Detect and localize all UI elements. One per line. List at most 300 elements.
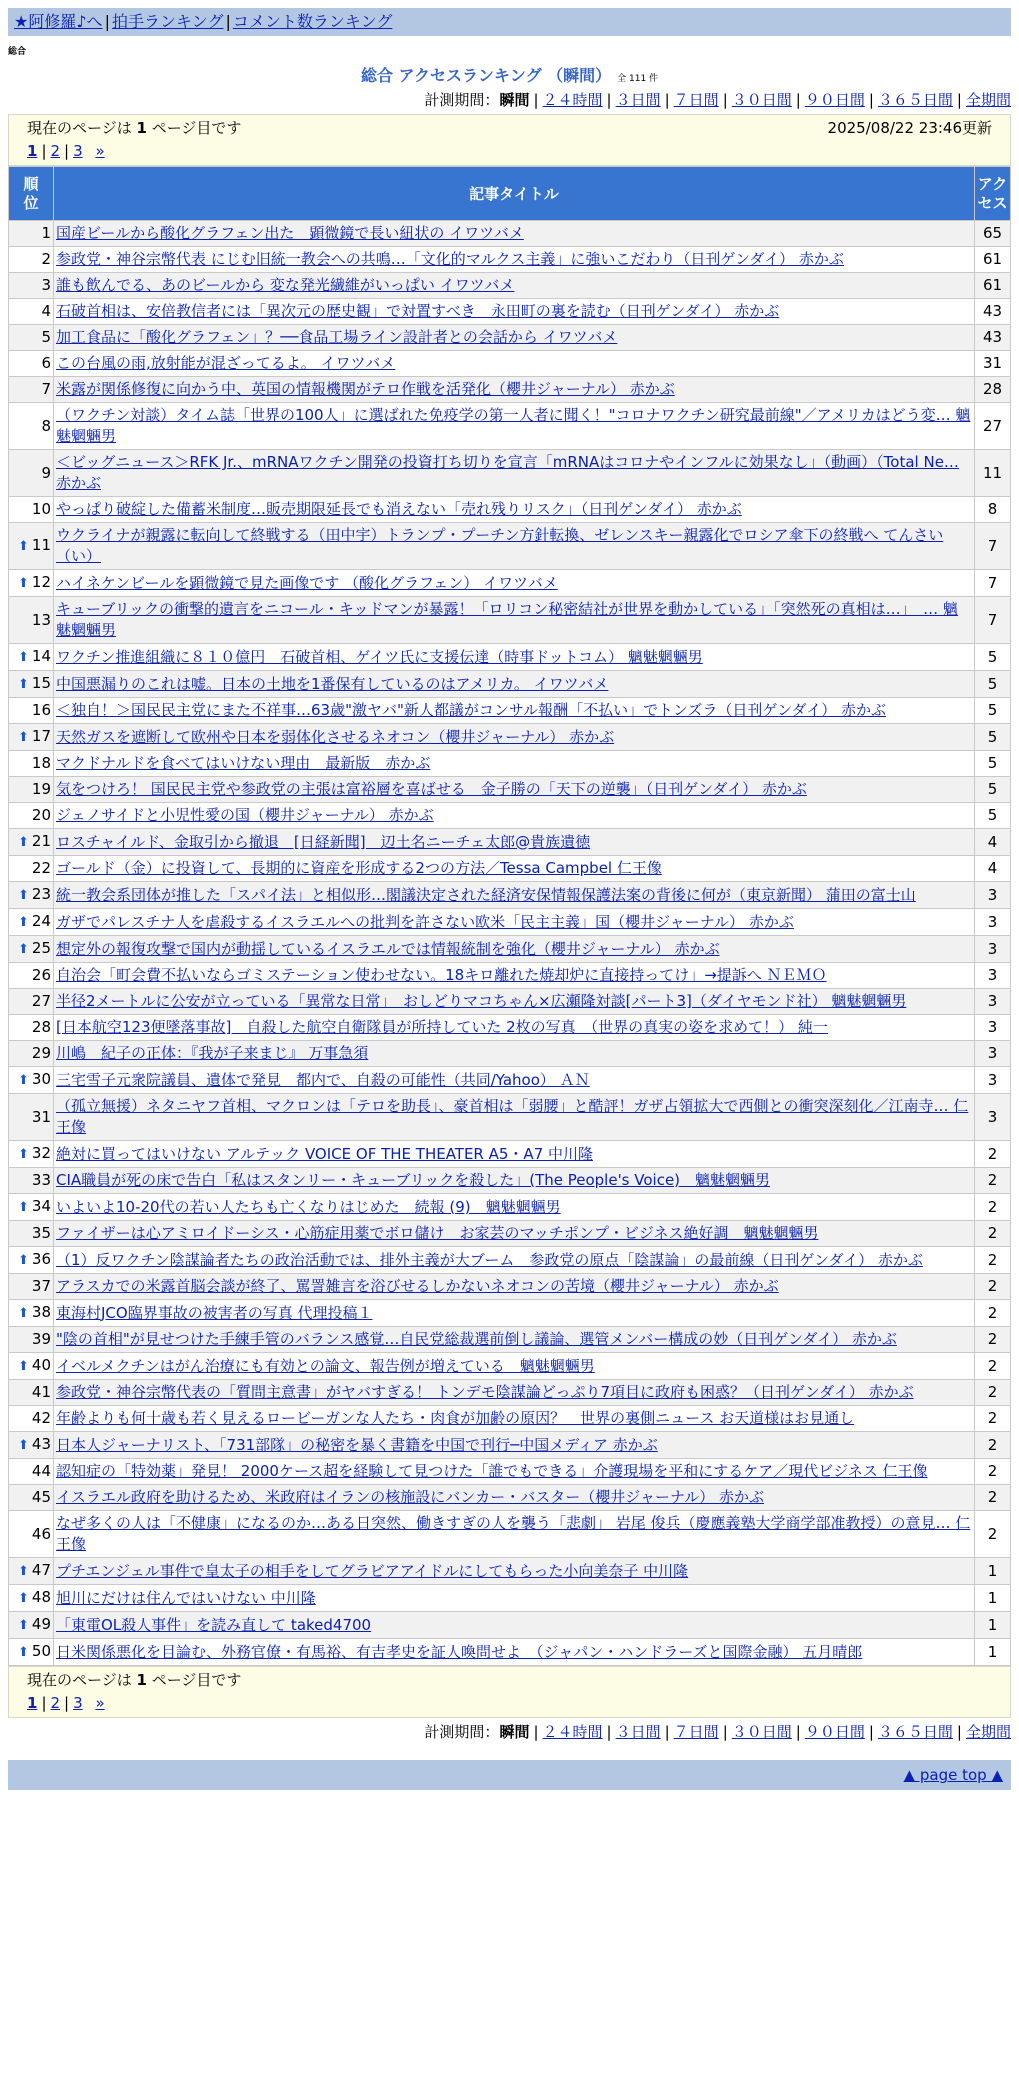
up-arrow-icon: ⬆ — [18, 942, 29, 957]
rank-number: 24 — [31, 912, 51, 930]
access-count: 7 — [975, 597, 1011, 644]
pager-current[interactable]: 1 — [27, 142, 38, 160]
pager-next[interactable]: » — [95, 142, 105, 160]
table-row — [9, 450, 1011, 497]
access-count: 2 — [975, 1247, 1011, 1274]
period-link[interactable]: ９０日間 — [804, 1723, 865, 1741]
rank-cell — [9, 751, 54, 777]
access-count: 7 — [975, 523, 1011, 570]
article-title-link[interactable]: ジェノサイドと小児性愛の国（櫻井ジャーナル） 赤かぶ — [56, 806, 434, 824]
rank-number: 8 — [41, 416, 51, 435]
article-title-link[interactable]: 絶対に買ってはいけない アルテック VOICE OF THE THEATER A5・A7 中川隆 — [56, 1144, 593, 1163]
access-count: 5 — [975, 644, 1011, 671]
period-link[interactable]: 全期間 — [965, 91, 1011, 109]
table-row — [9, 403, 1011, 450]
article-title-link[interactable]: ガザでパレスチナ人を虐殺するイスラエルへの批判を許さない欧米「民主主義」国（櫻井ジャーナル） 赤かぶ — [56, 912, 794, 931]
article-title-link[interactable]: キューブリックの衝撃的遺言をニコール・キッドマンが暴露！「ロリコン秘密結社が世界を動かしている」「突然死の真相は…」 … 魑魅魍魎男 — [56, 600, 958, 639]
title-cell — [54, 523, 975, 570]
rank-cell — [9, 803, 54, 829]
rank-cell — [9, 1612, 54, 1639]
rank-number: 10 — [31, 500, 51, 518]
rank-number: 22 — [31, 859, 51, 877]
title-cell — [54, 1459, 975, 1485]
title-cell — [54, 1300, 975, 1327]
table-row — [9, 1511, 1011, 1558]
rank-number: 30 — [31, 1070, 51, 1088]
rank-cell — [9, 523, 54, 570]
table-row — [9, 1380, 1011, 1406]
separator: | — [606, 1723, 612, 1741]
access-count: 31 — [975, 351, 1011, 377]
article-title-link[interactable]: CIA職員が死の床で告白「私はスタンリー・キューブリックを殺した」(The People's Voice) 魑魅魍魎男 — [56, 1171, 771, 1189]
rank-number: 3 — [41, 276, 51, 294]
separator: | — [868, 91, 874, 109]
title-cell — [54, 724, 975, 751]
table-row — [9, 936, 1011, 963]
rank-number: 49 — [31, 1615, 51, 1633]
article-title-link[interactable]: 三宅雪子元衆院議員、遺体で発見 都内で、自殺の可能性（共同/Yahoo） ＡＮ — [56, 1070, 590, 1089]
separator — [87, 1694, 92, 1712]
table-row — [9, 1300, 1011, 1327]
separator: | — [795, 91, 801, 109]
access-count: 3 — [975, 1067, 1011, 1094]
rank-cell — [9, 1141, 54, 1168]
rank-cell — [9, 1353, 54, 1380]
rank-number: 46 — [31, 1524, 51, 1543]
access-count: 3 — [975, 936, 1011, 963]
article-title-link[interactable]: 川嶋 紀子の正体：『我が子来まじ』 万事急須 — [56, 1044, 369, 1062]
article-title-link[interactable]: 東海村JCO臨界事故の被害者の写真 代理投稿１ — [56, 1303, 373, 1322]
pager-link[interactable]: 3 — [73, 1694, 83, 1712]
access-count: 5 — [975, 777, 1011, 803]
article-title-link[interactable]: ウクライナが親露に転向して終戦する（田中宇）トランプ・プーチン方針転換、ゼレンスキー親露化でロシア傘下の終戦へ てんさい（い） — [56, 526, 944, 565]
rank-number: 15 — [31, 674, 51, 692]
title-cell — [54, 644, 975, 671]
up-arrow-icon: ⬆ — [18, 1253, 29, 1268]
period-selector-top — [8, 90, 1011, 110]
access-count: 5 — [975, 724, 1011, 751]
ranking-title: 総合 アクセスランキング （瞬間） — [360, 66, 612, 85]
title-cell — [54, 221, 975, 247]
article-title-link[interactable]: ファイザーは心アミロイドーシス・心筋症用薬でボロ儲け お家芸のマッチポンプ・ビジネス絶好調 魑魅魍魎男 — [56, 1224, 819, 1242]
rank-number: 33 — [31, 1171, 51, 1189]
article-title-link[interactable]: 想定外の報復攻撃で国内が動揺しているイスラエルでは情報統制を強化（櫻井ジャーナル） 赤かぶ — [56, 939, 720, 958]
pager-link[interactable]: 3 — [73, 142, 83, 160]
access-count: 5 — [975, 698, 1011, 724]
up-arrow-icon: ⬆ — [18, 1618, 29, 1633]
article-title-link[interactable]: なぜ多くの人は「不健康」になるのか…ある日突然、働きすぎの人を襲う「悲劇」 岩尾 俊兵（慶應義塾大学商学部准教授）の意見… 仁王像 — [56, 1514, 971, 1553]
comment-ranking-link[interactable]: コメント数ランキング — [232, 12, 393, 31]
access-count: 3 — [975, 1015, 1011, 1041]
article-title-link[interactable]: 参政党・神谷宗幣代表の「質問主意書」がヤバすぎる！ トンデモ陰謀論どっぷり7項目に政府も困惑？（日刊ゲンダイ） 赤かぶ — [56, 1383, 914, 1401]
period-link[interactable]: ３６５日間 — [877, 1723, 953, 1741]
up-arrow-icon: ⬆ — [18, 1564, 29, 1579]
rank-number: 43 — [31, 1435, 51, 1453]
table-row — [9, 671, 1011, 698]
rank-cell — [9, 597, 54, 644]
article-title-link[interactable]: 参政党・神谷宗幣代表 にじむ旧統一教会への共鳴…「文化的マルクス主義」に強いこだわり（日刊ゲンダイ） 赤かぶ — [56, 250, 844, 268]
article-title-link[interactable]: 米露が関係修復に向かう中、英国の情報機関がテロ作戦を活発化（櫻井ジャーナル） 赤かぶ — [56, 380, 675, 398]
rank-number: 45 — [31, 1488, 51, 1506]
rank-cell — [9, 1511, 54, 1558]
article-title-link[interactable]: イスラエル政府を助けるため、米政府はイランの核施設にバンカー・バスター（櫻井ジャーナル） 赤かぶ — [56, 1488, 764, 1506]
rank-number: 1 — [41, 224, 51, 242]
article-title-link[interactable]: 中国悪漏りのこれは嘘。日本の土地を1番保有しているのはアメリカ。 イワツバメ — [56, 674, 609, 693]
access-count: 3 — [975, 1094, 1011, 1141]
article-title-link[interactable]: ハイネケンビールを顕微鏡で見た画像です （酸化グラフェン） イワツバメ — [56, 573, 558, 592]
article-title-link[interactable]: マクドナルドを食べてはいけない理由 最新版 赤かぶ — [56, 754, 431, 772]
period-label: 計測期間： — [424, 91, 500, 109]
access-count: 2 — [975, 1511, 1011, 1558]
table-row — [9, 377, 1011, 403]
home-link[interactable]: ★阿修羅♪へ — [14, 12, 103, 31]
title-cell — [54, 1612, 975, 1639]
page-top-link[interactable]: ▲ page top ▲ — [903, 1766, 1003, 1784]
table-row — [9, 1485, 1011, 1511]
title-cell — [54, 989, 975, 1015]
article-title-link[interactable]: 加工食品に「酸化グラフェン」？──食品工場ライン設計者との会話から イワツバメ — [56, 328, 618, 346]
article-title-link[interactable]: 国産ビールから酸化グラフェン出た 顕微鏡で長い紐状の イワツバメ — [56, 224, 524, 242]
up-arrow-icon: ⬆ — [18, 1438, 29, 1453]
rank-cell — [9, 247, 54, 273]
title-cell — [54, 803, 975, 829]
rank-cell — [9, 1380, 54, 1406]
rank-number: 18 — [31, 754, 51, 772]
access-count: 1 — [975, 1639, 1011, 1666]
table-row — [9, 1639, 1011, 1666]
title-cell — [54, 1639, 975, 1666]
article-title-link[interactable]: この台風の雨,放射能が混ざってるよ。 イワツバメ — [56, 354, 396, 372]
title-cell — [54, 1511, 975, 1558]
table-row — [9, 1406, 1011, 1432]
access-count: 1 — [975, 1585, 1011, 1612]
rank-cell — [9, 909, 54, 936]
separator: | — [606, 91, 612, 109]
rank-cell — [9, 1194, 54, 1221]
rank-cell — [9, 1094, 54, 1141]
article-title-link[interactable]: "陰の首相"が見せつけた手練手管のバランス感覚…自民党総裁選前倒し議論、選管メンバー構成の妙（日刊ゲンダイ） 赤かぶ — [56, 1330, 897, 1348]
article-title-link[interactable]: 旭川にだけは住んではいけない 中川隆 — [56, 1588, 316, 1607]
table-row — [9, 963, 1011, 989]
table-row — [9, 351, 1011, 377]
article-title-link[interactable]: ロスチャイルド、金取引から撤退 [日経新聞] 辺土名ニーチェ太郎@貴族遺徳 — [56, 832, 591, 851]
access-header: アクセス — [975, 167, 1011, 221]
article-title-link[interactable]: 半径2メートルに公安が立っている「異常な日常」 おしどりマコちゃん×広瀬隆対談[パート3]（ダイヤモンド社） 魑魅魍魎男 — [56, 992, 907, 1010]
article-title-link[interactable]: 誰も飲んでる、あのビールから 変な発光繊維がいっぱい イワツバメ — [56, 276, 515, 294]
access-count: 3 — [975, 963, 1011, 989]
rank-number: 2 — [41, 250, 51, 268]
pager-link[interactable]: 2 — [50, 142, 61, 160]
rank-number: 44 — [31, 1462, 51, 1480]
rank-number: 28 — [31, 1018, 51, 1036]
title-cell — [54, 1168, 975, 1194]
access-count: 3 — [975, 882, 1011, 909]
article-title-link[interactable]: 日米関係悪化を目論む、外務官僚・有馬裕、有吉孝史を証人喚問せよ （ジャパン・ハンドラーズと国際金融） 五月晴郎 — [56, 1642, 863, 1661]
title-cell — [54, 299, 975, 325]
rank-number: 14 — [31, 647, 51, 665]
page-title — [8, 63, 1011, 86]
article-title-link[interactable]: （ワクチン対談）タイム誌「世界の100人」に選ばれた免疫学の第一人者に聞く！"コロナワクチン研究最前線"／アメリカはどう変… 魑魅魍魎男 — [56, 406, 971, 445]
ranking-table — [8, 166, 1011, 1666]
separator: | — [868, 1723, 874, 1741]
access-count: 8 — [975, 497, 1011, 523]
pager-current[interactable]: 1 — [27, 1694, 38, 1712]
separator: | — [104, 12, 110, 31]
table-row — [9, 273, 1011, 299]
up-arrow-icon: ⬆ — [18, 1073, 29, 1088]
article-title-link[interactable]: ワクチン推進組織に８１０億円 石破首相、ゲイツ氏に支援伝達（時事ドットコム） 魑魅魍魎男 — [56, 647, 703, 666]
article-title-link[interactable]: ＜独自！＞国民民主党にまた不祥事…63歳"激ヤバ"新人都議がコンサル報酬「不払い」でトンズラ（日刊ゲンダイ） 赤かぶ — [56, 701, 886, 719]
period-selector-bottom — [8, 1722, 1011, 1742]
title-cell — [54, 777, 975, 803]
rank-cell — [9, 1168, 54, 1194]
period-link[interactable]: ３６５日間 — [877, 91, 953, 109]
pager-link[interactable]: 2 — [50, 1694, 61, 1712]
access-count: 2 — [975, 1485, 1011, 1511]
separator: | — [64, 142, 70, 160]
rank-number: 17 — [31, 727, 51, 745]
rank-cell — [9, 1067, 54, 1094]
article-title-link[interactable]: 気をつけろ！ 国民民主党や参政党の主張は富裕層を喜ばせる 金子勝の「天下の逆襲」（日刊ゲンダイ） 赤かぶ — [56, 780, 807, 798]
pager-next[interactable]: » — [95, 1694, 105, 1712]
title-cell — [54, 1221, 975, 1247]
access-count: 2 — [975, 1194, 1011, 1221]
rank-cell — [9, 1041, 54, 1067]
article-title-link[interactable]: 統一教会系団体が推した「スパイ法」と相似形…閣議決定された経済安保情報保護法案の背後に何が（東京新聞） 蒲田の富士山 — [56, 885, 916, 904]
period-current: 瞬間 — [499, 1723, 530, 1741]
rank-number: 36 — [31, 1250, 51, 1268]
rank-number: 20 — [31, 806, 51, 824]
access-count: 61 — [975, 247, 1011, 273]
rank-number: 6 — [41, 354, 51, 372]
period-link[interactable]: ３０日間 — [731, 1723, 792, 1741]
separator: | — [722, 1723, 728, 1741]
table-row — [9, 909, 1011, 936]
rank-cell — [9, 1585, 54, 1612]
title-cell — [54, 1353, 975, 1380]
table-row — [9, 1432, 1011, 1459]
article-title-link[interactable]: ＜ビッグニュース＞RFK Jr.、mRNAワクチン開発の投資打ち切りを宣言「mRNAはコロナやインフルに効果なし」（動画）（Total Ne… 赤かぶ — [56, 453, 959, 492]
pager — [27, 140, 992, 163]
page-status-text: 現在のページは 1 ページ目です — [27, 1671, 242, 1689]
rank-number: 48 — [31, 1588, 51, 1606]
table-row — [9, 1094, 1011, 1141]
up-arrow-icon: ⬆ — [18, 1645, 29, 1660]
rank-cell — [9, 570, 54, 597]
rank-number: 4 — [41, 302, 51, 320]
title-cell — [54, 1558, 975, 1585]
article-title-link[interactable]: [日本航空123便墜落事故] 自殺した航空自衛隊員が所持していた 2枚の写真 （世界の真実の姿を求めて！） 純一 — [56, 1018, 828, 1036]
rank-number: 41 — [31, 1383, 51, 1401]
period-link[interactable]: ９０日間 — [804, 91, 865, 109]
title-cell — [54, 1141, 975, 1168]
separator: | — [956, 91, 962, 109]
table-row — [9, 989, 1011, 1015]
title-cell — [54, 403, 975, 450]
access-count: 3 — [975, 909, 1011, 936]
separator: | — [533, 91, 539, 109]
access-count: 2 — [975, 1380, 1011, 1406]
access-count: 1 — [975, 1558, 1011, 1585]
article-title-link[interactable]: 「東電OL殺人事件」を読み直して taked4700 — [56, 1615, 372, 1634]
title-cell — [54, 450, 975, 497]
article-title-link[interactable]: 天然ガスを遮断して欧州や日本を弱体化させるネオコン（櫻井ジャーナル） 赤かぶ — [56, 727, 615, 746]
period-link[interactable]: ２４時間 — [542, 1723, 603, 1741]
access-count: 27 — [975, 403, 1011, 450]
period-link[interactable]: ３日間 — [615, 1723, 661, 1741]
rank-cell — [9, 1274, 54, 1300]
title-cell — [54, 1406, 975, 1432]
rank-cell — [9, 221, 54, 247]
table-row — [9, 1274, 1011, 1300]
rank-number: 19 — [31, 780, 51, 798]
period-link[interactable]: ７日間 — [673, 1723, 719, 1741]
separator: | — [956, 1723, 962, 1741]
period-link[interactable]: ７日間 — [673, 91, 719, 109]
title-cell — [54, 377, 975, 403]
up-arrow-icon: ⬆ — [18, 650, 29, 665]
rank-number: 32 — [31, 1144, 51, 1162]
article-title-link[interactable]: やっぱり破綻した備蓄米制度…販売期限延長でも消えない「売れ残りリスク」（日刊ゲンダイ） 赤かぶ — [56, 500, 742, 518]
rank-cell — [9, 1485, 54, 1511]
title-cell — [54, 671, 975, 698]
rank-cell — [9, 1015, 54, 1041]
rank-number: 9 — [41, 463, 51, 482]
access-count: 2 — [975, 1459, 1011, 1485]
table-row — [9, 1141, 1011, 1168]
rank-cell — [9, 1406, 54, 1432]
table-row — [9, 1558, 1011, 1585]
title-cell — [54, 751, 975, 777]
access-count: 7 — [975, 570, 1011, 597]
article-title-link[interactable]: （1）反ワクチン陰謀論者たちの政治活動では、排外主義が大ブーム 参政党の原点「陰謀論」の最前線（日刊ゲンダイ） 赤かぶ — [56, 1250, 923, 1269]
applause-ranking-link[interactable]: 拍手ランキング — [111, 12, 224, 31]
separator: | — [64, 1694, 70, 1712]
period-link[interactable]: ３０日間 — [731, 91, 792, 109]
title-header: 記事タイトル — [54, 167, 975, 221]
table-row — [9, 497, 1011, 523]
rank-number: 21 — [31, 832, 51, 850]
access-count: 2 — [975, 1406, 1011, 1432]
title-cell — [54, 570, 975, 597]
access-count: 2 — [975, 1141, 1011, 1168]
separator: | — [664, 91, 670, 109]
access-count: 2 — [975, 1432, 1011, 1459]
rank-cell — [9, 1639, 54, 1666]
ranking-table-body — [9, 221, 1011, 1666]
access-count: 3 — [975, 989, 1011, 1015]
up-arrow-icon: ⬆ — [18, 1200, 29, 1215]
rank-cell — [9, 671, 54, 698]
title-cell — [54, 1015, 975, 1041]
pager — [27, 1692, 992, 1715]
title-cell — [54, 1380, 975, 1406]
rank-cell — [9, 1327, 54, 1353]
article-title-link[interactable]: 日本人ジャーナリスト、「731部隊」の秘密を暴く書籍を中国で刊行─中国メディア 赤かぶ — [56, 1435, 658, 1454]
period-current: 瞬間 — [499, 91, 530, 109]
up-arrow-icon: ⬆ — [18, 1359, 29, 1374]
rank-cell — [9, 325, 54, 351]
separator: | — [664, 1723, 670, 1741]
title-cell — [54, 882, 975, 909]
article-title-link[interactable]: （孤立無援）ネタニヤフ首相、マクロンは「テロを助長」、豪首相は「弱腰」と酷評！ガザ占領拡大で西側との衝突深刻化／江南寺… 仁王像 — [56, 1097, 969, 1136]
up-arrow-icon: ⬆ — [18, 677, 29, 692]
separator: | — [795, 1723, 801, 1741]
title-cell — [54, 1067, 975, 1094]
access-count: 4 — [975, 856, 1011, 882]
period-link[interactable]: ２４時間 — [542, 91, 603, 109]
article-title-link[interactable]: イベルメクチンはがん治療にも有効との論文、報告例が増えている 魑魅魍魎男 — [56, 1356, 595, 1375]
separator: | — [225, 12, 231, 31]
table-row — [9, 247, 1011, 273]
rank-number: 7 — [41, 380, 51, 398]
table-row — [9, 1353, 1011, 1380]
rank-number: 12 — [31, 573, 51, 591]
rank-number: 29 — [31, 1044, 51, 1062]
article-title-link[interactable]: 自治会「町会費不払いならゴミステーション使わせない。18キロ離れた焼却炉に直接持ってけ」→提訴へ ＮＥＭＯ — [56, 966, 827, 984]
page-status-top — [8, 114, 1011, 166]
rank-cell — [9, 936, 54, 963]
period-link[interactable]: ３日間 — [615, 91, 661, 109]
access-count: 2 — [975, 1274, 1011, 1300]
table-row — [9, 751, 1011, 777]
table-row — [9, 777, 1011, 803]
access-count: 5 — [975, 803, 1011, 829]
up-arrow-icon: ⬆ — [18, 539, 29, 554]
title-cell — [54, 1194, 975, 1221]
table-row — [9, 597, 1011, 644]
rank-number: 13 — [31, 610, 51, 629]
period-label: 計測期間： — [424, 1723, 500, 1741]
table-row — [9, 299, 1011, 325]
access-count: 3 — [975, 1041, 1011, 1067]
rank-cell — [9, 1247, 54, 1274]
article-title-link[interactable]: いよいよ10-20代の若い人たちも亡くなりはじめた 続報 (9) 魑魅魍魎男 — [56, 1197, 561, 1216]
top-nav-bar — [8, 8, 1011, 36]
article-title-link[interactable]: プチエンジェル事件で皇太子の相手をしてグラビアアイドルにしてもらった小向美奈子 中川隆 — [56, 1561, 689, 1580]
title-cell — [54, 497, 975, 523]
up-arrow-icon: ⬆ — [18, 576, 29, 591]
rank-number: 31 — [31, 1107, 51, 1126]
access-count: 1 — [975, 1612, 1011, 1639]
table-row — [9, 644, 1011, 671]
rank-number: 47 — [31, 1561, 51, 1579]
title-cell — [54, 351, 975, 377]
article-title-link[interactable]: アラスカでの米露首脳会談が終了、罵詈雑言を浴びせるしかないネオコンの苦境（櫻井ジャーナル） 赤かぶ — [56, 1277, 779, 1295]
access-count: 5 — [975, 671, 1011, 698]
article-title-link[interactable]: ゴールド（金）に投資して、長期的に資産を形成する2つの方法／Tessa Campbel 仁王像 — [56, 859, 662, 877]
up-arrow-icon: ⬆ — [18, 730, 29, 745]
period-link[interactable]: 全期間 — [965, 1723, 1011, 1741]
title-cell — [54, 1327, 975, 1353]
rank-cell — [9, 644, 54, 671]
rank-cell — [9, 1459, 54, 1485]
rank-cell — [9, 1221, 54, 1247]
table-row — [9, 1015, 1011, 1041]
article-title-link[interactable]: 石破首相は、安倍教信者には「異次元の歴史観」で対置すべき 永田町の裏を読む（日刊ゲンダイ） 赤かぶ — [56, 302, 780, 320]
title-cell — [54, 1274, 975, 1300]
article-title-link[interactable]: 認知症の「特効薬」発見！ 2000ケース超を経験して見つけた「誰でもできる」介護現場を平和にするケア／現代ビジネス 仁王像 — [56, 1462, 928, 1480]
table-row — [9, 221, 1011, 247]
title-cell — [54, 325, 975, 351]
rank-number: 37 — [31, 1277, 51, 1295]
table-row — [9, 1041, 1011, 1067]
title-cell — [54, 247, 975, 273]
access-count: 65 — [975, 221, 1011, 247]
rank-cell — [9, 299, 54, 325]
article-title-link[interactable]: 年齢よりも何十歳も若く見えるロービーガンな人たち・肉食が加齢の原因？ 世界の裏側ニュース お天道様はお見通し — [56, 1409, 855, 1427]
rank-number: 27 — [31, 992, 51, 1010]
